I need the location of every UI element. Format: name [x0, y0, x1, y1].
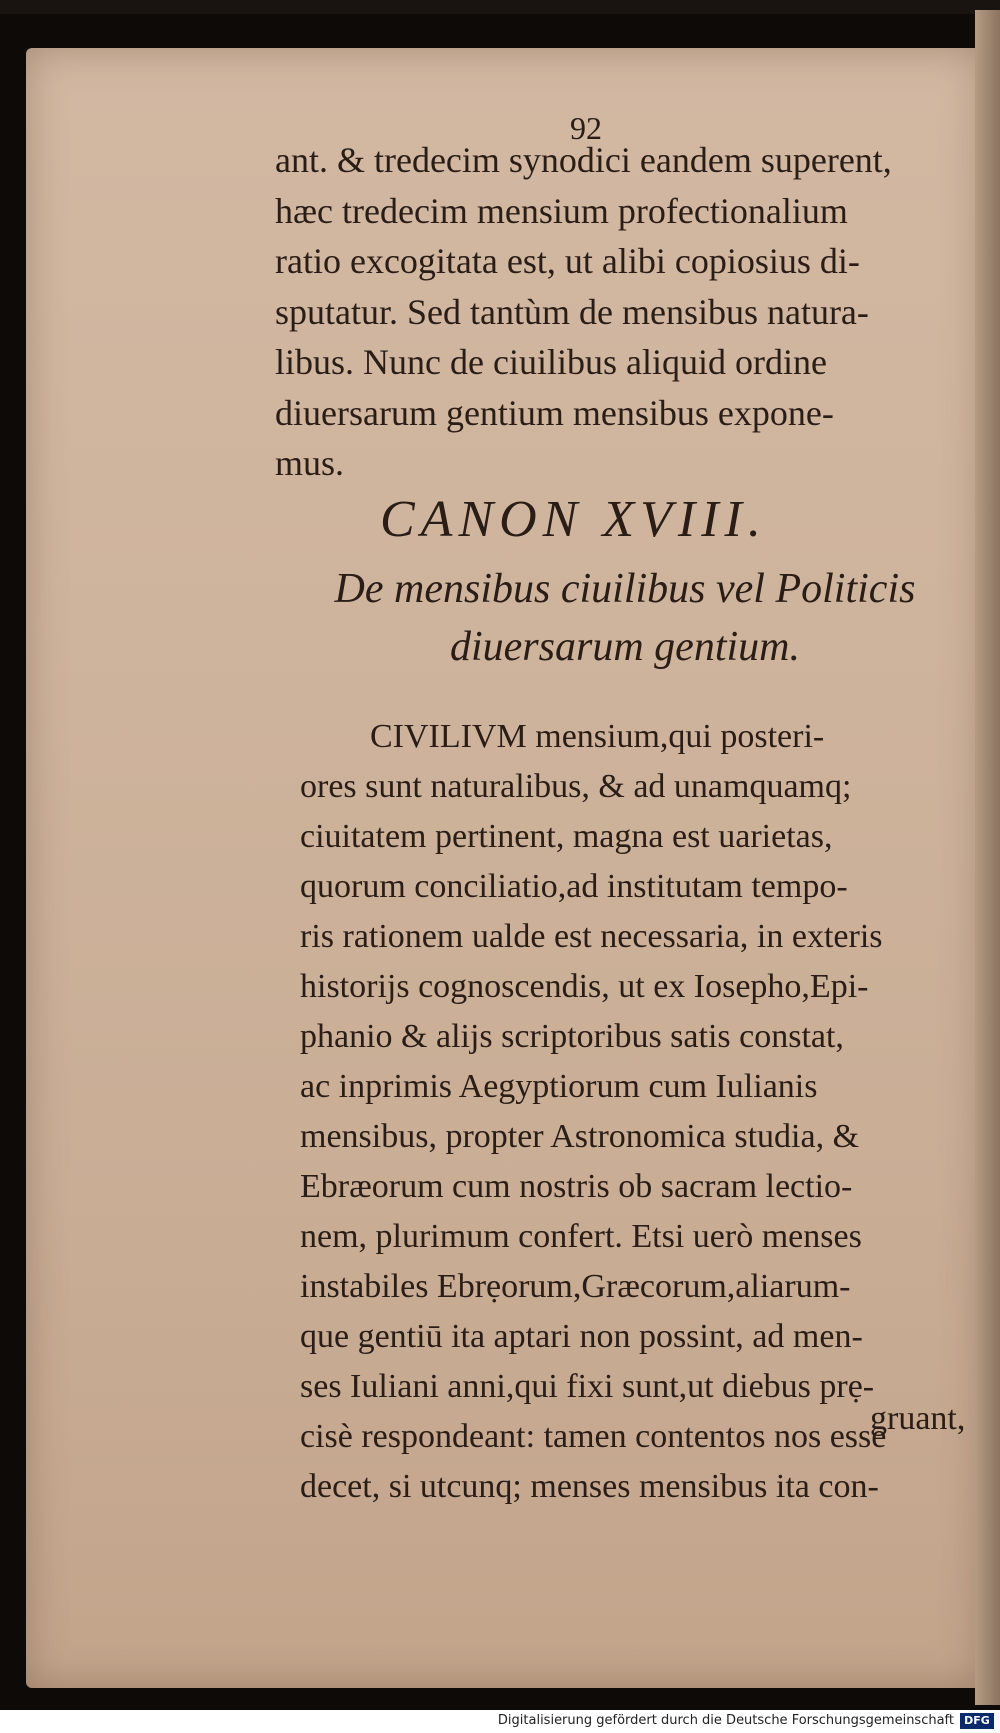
text-line: historijs cognoscendis, ut ex Iosepho,Epi-: [300, 968, 869, 1005]
dfg-logo: DFG: [960, 1713, 994, 1729]
text-line: sputatur. Sed tantùm de mensibus natura-: [275, 291, 869, 332]
footer-credit: Digitalisierung gefördert durch die Deutsche Forschungsgemeinschaft: [497, 1713, 954, 1728]
paragraph: [300, 712, 980, 1512]
text-line: nem, plurimum confert. Etsi uerò menses: [300, 1218, 862, 1255]
text-line: CIVILIVM mensium,qui posteri-: [370, 718, 825, 755]
text-line: ses Iuliani anni,qui fixi sunt,ut diebus prẹ-: [300, 1368, 875, 1405]
subtitle-line: De mensibus ciuilibus vel Politicis: [334, 566, 916, 612]
text-line: ciuitatem pertinent, magna est uarietas,: [300, 818, 833, 855]
intro-text: [275, 135, 945, 489]
text-line: phanio & alijs scriptoribus satis constat,: [300, 1018, 844, 1055]
text-line: cisè respondeant: tamen contentos nos esse: [300, 1418, 887, 1455]
text-line: hæc tredecim mensium profectionalium: [275, 190, 848, 231]
canon-heading: CANON XVIII.: [380, 491, 767, 548]
text-line: Ebræorum cum nostris ob sacram lectio-: [300, 1168, 853, 1205]
text-line: libus. Nunc de ciuilibus aliquid ordine: [275, 342, 827, 382]
text-line: mensibus, propter Astronomica studia, &: [300, 1118, 860, 1155]
text-line: quorum conciliatio,ad institutam tempo-: [300, 868, 848, 905]
text-line: diuersarum gentium mensibus expone-: [275, 392, 834, 433]
text-line: ant. & tredecim synodici eandem superent,: [275, 140, 892, 180]
text-line: ores sunt naturalibus, & ad unamquamq;: [300, 768, 852, 805]
text-line: decet, si utcunq; menses mensibus ita con-: [300, 1468, 879, 1505]
page-number: 92: [570, 110, 602, 146]
text-line: que gentiū ita aptari non possint, ad men-: [300, 1318, 863, 1355]
footer-bar: [0, 1710, 1000, 1733]
scan-top-edge: [0, 0, 1000, 14]
text-line: mus.: [275, 443, 345, 483]
text-line: instabiles Ebrẹorum,Græcorum,aliarum-: [300, 1268, 851, 1305]
canon-subtitle: [290, 560, 960, 676]
text-line: ac inprimis Aegyptiorum cum Iulianis: [300, 1068, 818, 1105]
catchword: gruant,: [870, 1400, 966, 1437]
subtitle-line: diuersarum gentium.: [450, 624, 800, 670]
text-line: ratio excogitata est, ut alibi copiosius di-: [275, 241, 860, 281]
text-line: ris rationem ualde est necessaria, in exteris: [300, 918, 883, 955]
